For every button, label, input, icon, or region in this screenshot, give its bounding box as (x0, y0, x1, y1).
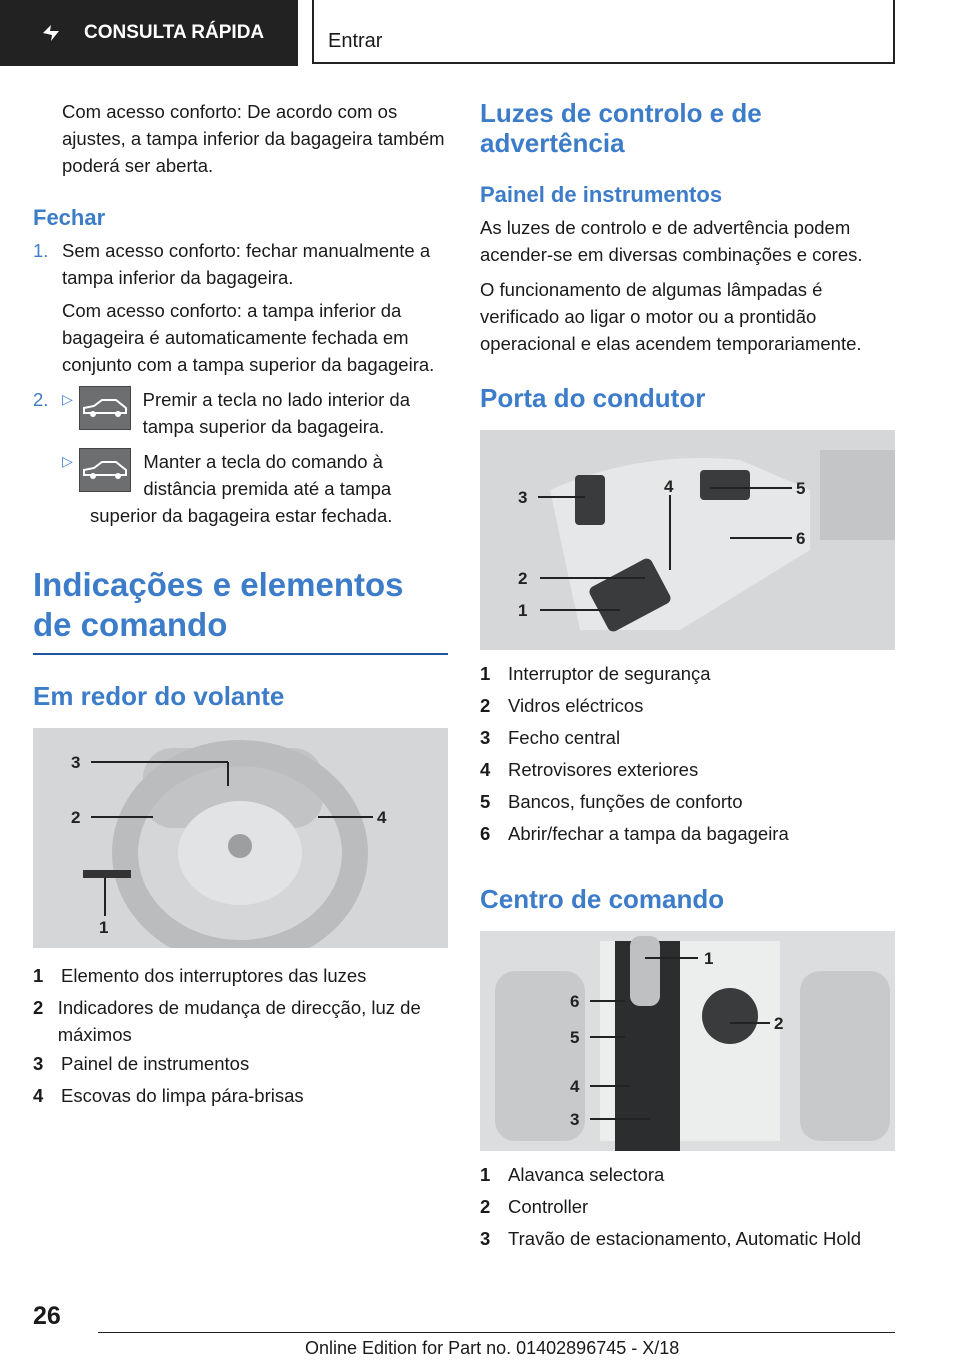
legend-item: 3 Painel de instrumentos (33, 1053, 250, 1074)
legend-item: 1 Interruptor de segurança (480, 663, 711, 684)
legend-item: 4 Retrovisores exteriores (480, 759, 699, 780)
control-center-heading: Centro de comando (480, 884, 725, 914)
main-heading: Indicações e elementos de comando (33, 566, 404, 643)
panel-paragraph-2: O funcionamento de algumas lâmpadas é verificado ao ligar o motor ou a prontidão operacional e elas acendem temporariamente. (480, 279, 862, 354)
legend-item: 3 Travão de estacionamento, Automatic Hold (480, 1228, 862, 1249)
legend-item: 6 Abrir/fechar a tampa da bagageira (480, 823, 789, 844)
intro-paragraph: Com acesso conforto: De acordo com os ajustes, a tampa inferior da bagageira também poderá ser aberta. (62, 101, 445, 176)
step-subtext: Com acesso conforto: a tampa inferior da bagageira é automaticamente fechada em conjunto com a tampa superior da bagageira. (62, 300, 435, 375)
svg-text:2: 2 (774, 1014, 784, 1033)
legend-item: 5 Bancos, funções de conforto (480, 791, 743, 812)
step-text: Sem acesso conforto: fechar manualmente a tampa inferior da bagageira. (62, 240, 431, 288)
svg-text:5: 5 (570, 1028, 580, 1047)
close-step-1 (33, 237, 448, 378)
quick-reference-label: CONSULTA RÁPIDA (84, 22, 265, 43)
svg-text:1: 1 (704, 949, 714, 968)
steering-wheel-illustration (33, 728, 448, 948)
svg-text:3: 3 (518, 488, 528, 507)
panel-paragraph-1: As luzes de controlo e de advertência podem acender-se em diversas combinações e cores. (480, 217, 863, 265)
trunk-button-image (79, 386, 131, 430)
car-icon (80, 396, 130, 420)
step-2b-continued: superior da bagageira estar fechada. (90, 505, 393, 526)
legend-item: 2 Controller (480, 1196, 589, 1217)
edition-text: Online Edition for Part no. 01402896745 - X/18 (305, 1338, 680, 1358)
svg-text:4: 4 (664, 477, 674, 496)
flash-icon (40, 22, 62, 44)
steering-legend (33, 960, 448, 1112)
steering-wheel-image (33, 728, 448, 948)
svg-text:4: 4 (570, 1077, 580, 1096)
driver-door-illustration (480, 430, 895, 650)
svg-text:6: 6 (796, 529, 806, 548)
svg-text:1: 1 (99, 918, 109, 937)
warning-lights-heading: Luzes de controlo e de advertência (480, 98, 762, 158)
svg-text:6: 6 (570, 992, 580, 1011)
svg-text:5: 5 (796, 479, 806, 498)
svg-text:2: 2 (518, 569, 528, 588)
step-2a-text: Premir a tecla no lado interior da tampa superior da bagageira. (142, 389, 410, 437)
control-center-image (480, 931, 895, 1151)
svg-text:3: 3 (71, 753, 81, 772)
page-number: 26 (33, 1302, 61, 1330)
close-heading: Fechar (33, 205, 106, 230)
driver-door-heading: Porta do condutor (480, 383, 706, 413)
driver-door-image (480, 430, 895, 650)
remote-button-image (79, 448, 131, 492)
enter-label: Entrar (328, 30, 383, 52)
page-header (0, 0, 960, 66)
legend-item: 4 Escovas do limpa pára-brisas (33, 1085, 304, 1106)
legend-item: 3 Fecho central (480, 727, 621, 748)
enter-tab[interactable] (312, 0, 895, 64)
svg-text:2: 2 (71, 808, 81, 827)
right-column (480, 98, 895, 1255)
quick-reference-tab[interactable] (0, 0, 298, 66)
steering-heading: Em redor do volante (33, 681, 285, 711)
step-number: 2. (33, 389, 49, 410)
close-step-2 (33, 386, 448, 529)
control-center-illustration (480, 931, 895, 1151)
step-2b-text: Manter a tecla do comando à distância premida até a tampa (143, 451, 392, 499)
bullet-triangle-icon: ▷ (62, 453, 73, 469)
legend-item: 1 Alavanca selectora (480, 1164, 665, 1185)
door-legend (480, 658, 895, 850)
legend-item: 2 Indicadores de mudança de direcção, luz de máximos (33, 997, 421, 1045)
center-legend (480, 1159, 895, 1255)
step-number: 1. (33, 240, 49, 261)
car-icon (80, 458, 130, 482)
instrument-panel-heading: Painel de instrumentos (480, 182, 723, 207)
svg-text:1: 1 (518, 601, 528, 620)
bullet-triangle-icon: ▷ (62, 391, 73, 407)
left-column (33, 98, 448, 1112)
svg-text:4: 4 (377, 808, 387, 827)
legend-item: 1 Elemento dos interruptores das luzes (33, 965, 367, 986)
footer-rule (98, 1332, 895, 1333)
svg-text:3: 3 (570, 1110, 580, 1129)
legend-item: 2 Vidros eléctricos (480, 695, 644, 716)
